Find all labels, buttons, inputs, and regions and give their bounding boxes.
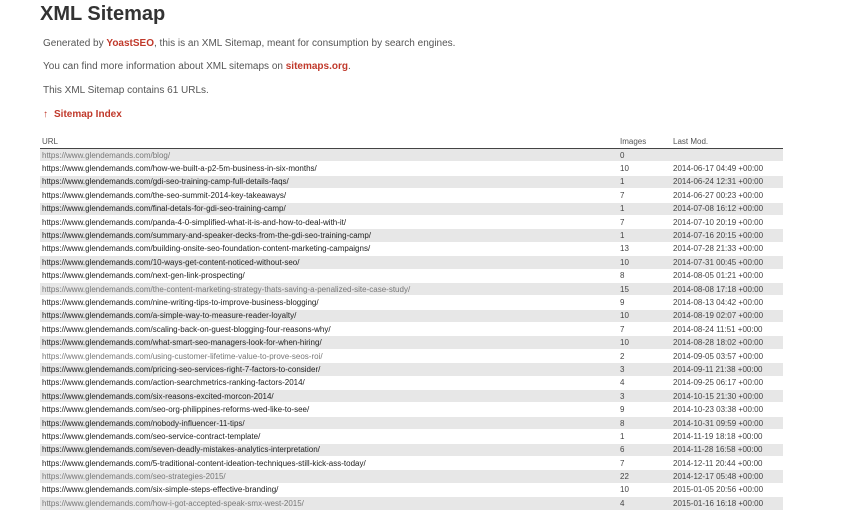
url-link[interactable]: https://www.glendemands.com/seo-strategies-2015/: [42, 472, 226, 482]
images-count-cell: 10: [618, 309, 671, 322]
images-count-cell: 7: [618, 323, 671, 336]
url-cell: [40, 309, 618, 322]
url-cell: [40, 497, 618, 510]
lastmod-cell: 2014-09-25 06:17 +00:00: [671, 376, 783, 389]
url-link[interactable]: https://www.glendemands.com/the-seo-summit-2014-key-takeaways/: [42, 190, 287, 200]
url-cell: [40, 430, 618, 443]
table-row: [40, 162, 783, 175]
lastmod-cell: 2014-06-17 04:49 +00:00: [671, 162, 783, 175]
lastmod-cell: 2014-12-11 20:44 +00:00: [671, 456, 783, 469]
url-cell: [40, 162, 618, 175]
lastmod-cell: 2014-08-08 17:18 +00:00: [671, 282, 783, 295]
url-cell: [40, 149, 618, 162]
sitemap-index-label[interactable]: Sitemap Index: [54, 109, 122, 120]
url-link[interactable]: https://www.glendemands.com/seven-deadly-mistakes-analytics-interpretation/: [42, 445, 320, 455]
url-cell: [40, 242, 618, 255]
lastmod-cell: 2014-07-31 00:45 +00:00: [671, 256, 783, 269]
table-row: [40, 296, 783, 309]
table-row: [40, 363, 783, 376]
table-row: [40, 443, 783, 456]
lastmod-cell: 2014-09-05 03:57 +00:00: [671, 349, 783, 362]
url-link[interactable]: https://www.glendemands.com/seo-service-contract-template/: [42, 431, 261, 441]
images-count-cell: 3: [618, 390, 671, 403]
url-link[interactable]: https://www.glendemands.com/10-ways-get-content-noticed-without-seo/: [42, 257, 300, 267]
intro-generated-by: [43, 38, 455, 49]
sitemap-index-link[interactable]: [43, 109, 122, 120]
sitemap-table: [40, 135, 783, 511]
url-cell: [40, 215, 618, 228]
lastmod-cell: 2015-01-05 20:56 +00:00: [671, 483, 783, 496]
table-row: [40, 269, 783, 282]
lastmod-cell: 2014-08-28 18:02 +00:00: [671, 336, 783, 349]
table-row: [40, 149, 783, 162]
arrow-up-icon: ↑: [43, 109, 48, 120]
url-cell: [40, 376, 618, 389]
url-link[interactable]: https://www.glendemands.com/nine-writing-tips-to-improve-business-blogging/: [42, 297, 319, 307]
lastmod-cell: 2014-09-11 21:38 +00:00: [671, 363, 783, 376]
lastmod-cell: [671, 149, 783, 162]
url-cell: [40, 323, 618, 336]
url-link[interactable]: https://www.glendemands.com/blog/: [42, 150, 171, 160]
table-row: [40, 242, 783, 255]
table-row: [40, 497, 783, 510]
lastmod-cell: 2014-07-28 21:33 +00:00: [671, 242, 783, 255]
lastmod-cell: 2014-06-27 00:23 +00:00: [671, 189, 783, 202]
images-count-cell: 8: [618, 416, 671, 429]
url-link[interactable]: https://www.glendemands.com/what-smart-seo-managers-look-for-when-hiring/: [42, 338, 322, 348]
url-cell: [40, 269, 618, 282]
images-count-cell: 10: [618, 483, 671, 496]
url-cell: [40, 202, 618, 215]
url-cell: [40, 470, 618, 483]
url-link[interactable]: https://www.glendemands.com/5-traditional-content-ideation-techniques-still-kick-ass-today/: [42, 458, 366, 468]
url-cell: [40, 336, 618, 349]
sitemaps-org-link[interactable]: sitemaps.org: [285, 61, 348, 72]
url-link[interactable]: https://www.glendemands.com/how-i-got-accepted-speak-smx-west-2015/: [42, 498, 304, 508]
url-cell: [40, 390, 618, 403]
images-count-cell: 1: [618, 202, 671, 215]
url-link[interactable]: https://www.glendemands.com/six-simple-steps-effective-branding/: [42, 485, 279, 495]
intro-text: , this is an XML Sitemap, meant for consumption by search engines.: [154, 38, 456, 49]
header-lastmod: Last Mod.: [671, 135, 783, 149]
lastmod-cell: 2014-08-13 04:42 +00:00: [671, 296, 783, 309]
images-count-cell: 4: [618, 497, 671, 510]
url-link[interactable]: https://www.glendemands.com/summary-and-speaker-decks-from-the-gdi-seo-training-camp/: [42, 231, 372, 241]
lastmod-cell: 2014-10-15 21:30 +00:00: [671, 390, 783, 403]
images-count-cell: 9: [618, 403, 671, 416]
images-count-cell: 10: [618, 162, 671, 175]
lastmod-cell: 2015-01-16 16:18 +00:00: [671, 497, 783, 510]
lastmod-cell: 2014-12-17 05:48 +00:00: [671, 470, 783, 483]
table-row: [40, 456, 783, 469]
lastmod-cell: 2014-08-19 02:07 +00:00: [671, 309, 783, 322]
lastmod-cell: 2014-10-23 03:38 +00:00: [671, 403, 783, 416]
lastmod-cell: 2014-07-10 20:19 +00:00: [671, 215, 783, 228]
lastmod-cell: 2014-07-08 16:12 +00:00: [671, 202, 783, 215]
intro-text: You can find more information about XML sitemaps on: [43, 61, 283, 72]
url-cell: [40, 363, 618, 376]
header-url: URL: [40, 135, 618, 149]
url-cell: [40, 282, 618, 295]
url-link[interactable]: https://www.glendemands.com/pricing-seo-services-right-7-factors-to-consider/: [42, 364, 321, 374]
url-cell: [40, 256, 618, 269]
lastmod-cell: 2014-08-24 11:51 +00:00: [671, 323, 783, 336]
images-count-cell: 1: [618, 229, 671, 242]
url-cell: [40, 456, 618, 469]
table-row: [40, 416, 783, 429]
table-row: [40, 323, 783, 336]
images-count-cell: 10: [618, 256, 671, 269]
images-count-cell: 7: [618, 456, 671, 469]
table-row: [40, 309, 783, 322]
url-cell: [40, 349, 618, 362]
lastmod-cell: 2014-07-16 20:15 +00:00: [671, 229, 783, 242]
images-count-cell: 7: [618, 215, 671, 228]
url-link[interactable]: https://www.glendemands.com/building-onsite-seo-foundation-content-marketing-campaigns/: [42, 244, 371, 254]
url-cell: [40, 296, 618, 309]
url-cell: [40, 416, 618, 429]
url-link[interactable]: https://www.glendemands.com/gdi-seo-training-camp-full-details-faqs/: [42, 177, 289, 187]
images-count-cell: 22: [618, 470, 671, 483]
intro-text: Generated by: [43, 38, 104, 49]
page-title: XML Sitemap: [40, 3, 166, 25]
url-link[interactable]: https://www.glendemands.com/panda-4-0-simplified-what-it-is-and-how-to-deal-with-it/: [42, 217, 347, 227]
table-row: [40, 390, 783, 403]
table-row: [40, 202, 783, 215]
url-cell: [40, 483, 618, 496]
images-count-cell: 1: [618, 175, 671, 188]
images-count-cell: 10: [618, 336, 671, 349]
lastmod-cell: 2014-10-31 09:59 +00:00: [671, 416, 783, 429]
images-count-cell: 1: [618, 430, 671, 443]
intro-more-info: [43, 61, 351, 72]
lastmod-cell: 2014-11-28 16:58 +00:00: [671, 443, 783, 456]
table-row: [40, 175, 783, 188]
url-link[interactable]: https://www.glendemands.com/scaling-back-on-guest-blogging-four-reasons-why/: [42, 324, 331, 334]
url-count-text: This XML Sitemap contains 61 URLs.: [43, 85, 209, 96]
table-row: [40, 470, 783, 483]
url-link[interactable]: https://www.glendemands.com/final-detals-for-gdi-seo-training-camp/: [42, 204, 286, 214]
yoastseo-link[interactable]: YoastSEO: [106, 38, 154, 49]
url-link[interactable]: https://www.glendemands.com/the-content-marketing-strategy-thats-saving-a-penalized-site-case-study/: [42, 284, 411, 294]
url-link[interactable]: https://www.glendemands.com/next-gen-link-prospecting/: [42, 271, 245, 281]
images-count-cell: 15: [618, 282, 671, 295]
table-row: [40, 215, 783, 228]
images-count-cell: 9: [618, 296, 671, 309]
lastmod-cell: 2014-08-05 01:21 +00:00: [671, 269, 783, 282]
images-count-cell: 2: [618, 349, 671, 362]
url-cell: [40, 443, 618, 456]
url-link[interactable]: https://www.glendemands.com/six-reasons-excited-morcon-2014/: [42, 391, 274, 401]
table-row: [40, 282, 783, 295]
table-row: [40, 376, 783, 389]
lastmod-cell: 2014-11-19 18:18 +00:00: [671, 430, 783, 443]
table-header-row: [40, 135, 783, 149]
images-count-cell: 8: [618, 269, 671, 282]
url-link[interactable]: https://www.glendemands.com/using-customer-lifetime-value-to-prove-seos-roi/: [42, 351, 323, 361]
header-images: Images: [618, 135, 671, 149]
table-row: [40, 336, 783, 349]
table-row: [40, 256, 783, 269]
url-cell: [40, 229, 618, 242]
lastmod-cell: 2014-06-24 12:31 +00:00: [671, 175, 783, 188]
table-row: [40, 349, 783, 362]
images-count-cell: 4: [618, 376, 671, 389]
url-cell: [40, 175, 618, 188]
url-link[interactable]: https://www.glendemands.com/action-searchmetrics-ranking-factors-2014/: [42, 378, 305, 388]
table-row: [40, 229, 783, 242]
url-link[interactable]: https://www.glendemands.com/a-simple-way-to-measure-reader-loyalty/: [42, 311, 297, 321]
table-row: [40, 430, 783, 443]
table-row: [40, 483, 783, 496]
images-count-cell: 13: [618, 242, 671, 255]
url-cell: [40, 403, 618, 416]
intro-text: .: [347, 61, 351, 72]
table-row: [40, 403, 783, 416]
url-cell: [40, 189, 618, 202]
images-count-cell: 7: [618, 189, 671, 202]
table-row: [40, 189, 783, 202]
url-link[interactable]: https://www.glendemands.com/how-we-built-a-p2-5m-business-in-six-months/: [42, 164, 317, 174]
images-count-cell: 0: [618, 149, 671, 162]
url-link[interactable]: https://www.glendemands.com/nobody-influencer-11-tips/: [42, 418, 245, 428]
images-count-cell: 6: [618, 443, 671, 456]
images-count-cell: 3: [618, 363, 671, 376]
url-link[interactable]: https://www.glendemands.com/seo-org-philippines-reforms-wed-like-to-see/: [42, 405, 310, 415]
